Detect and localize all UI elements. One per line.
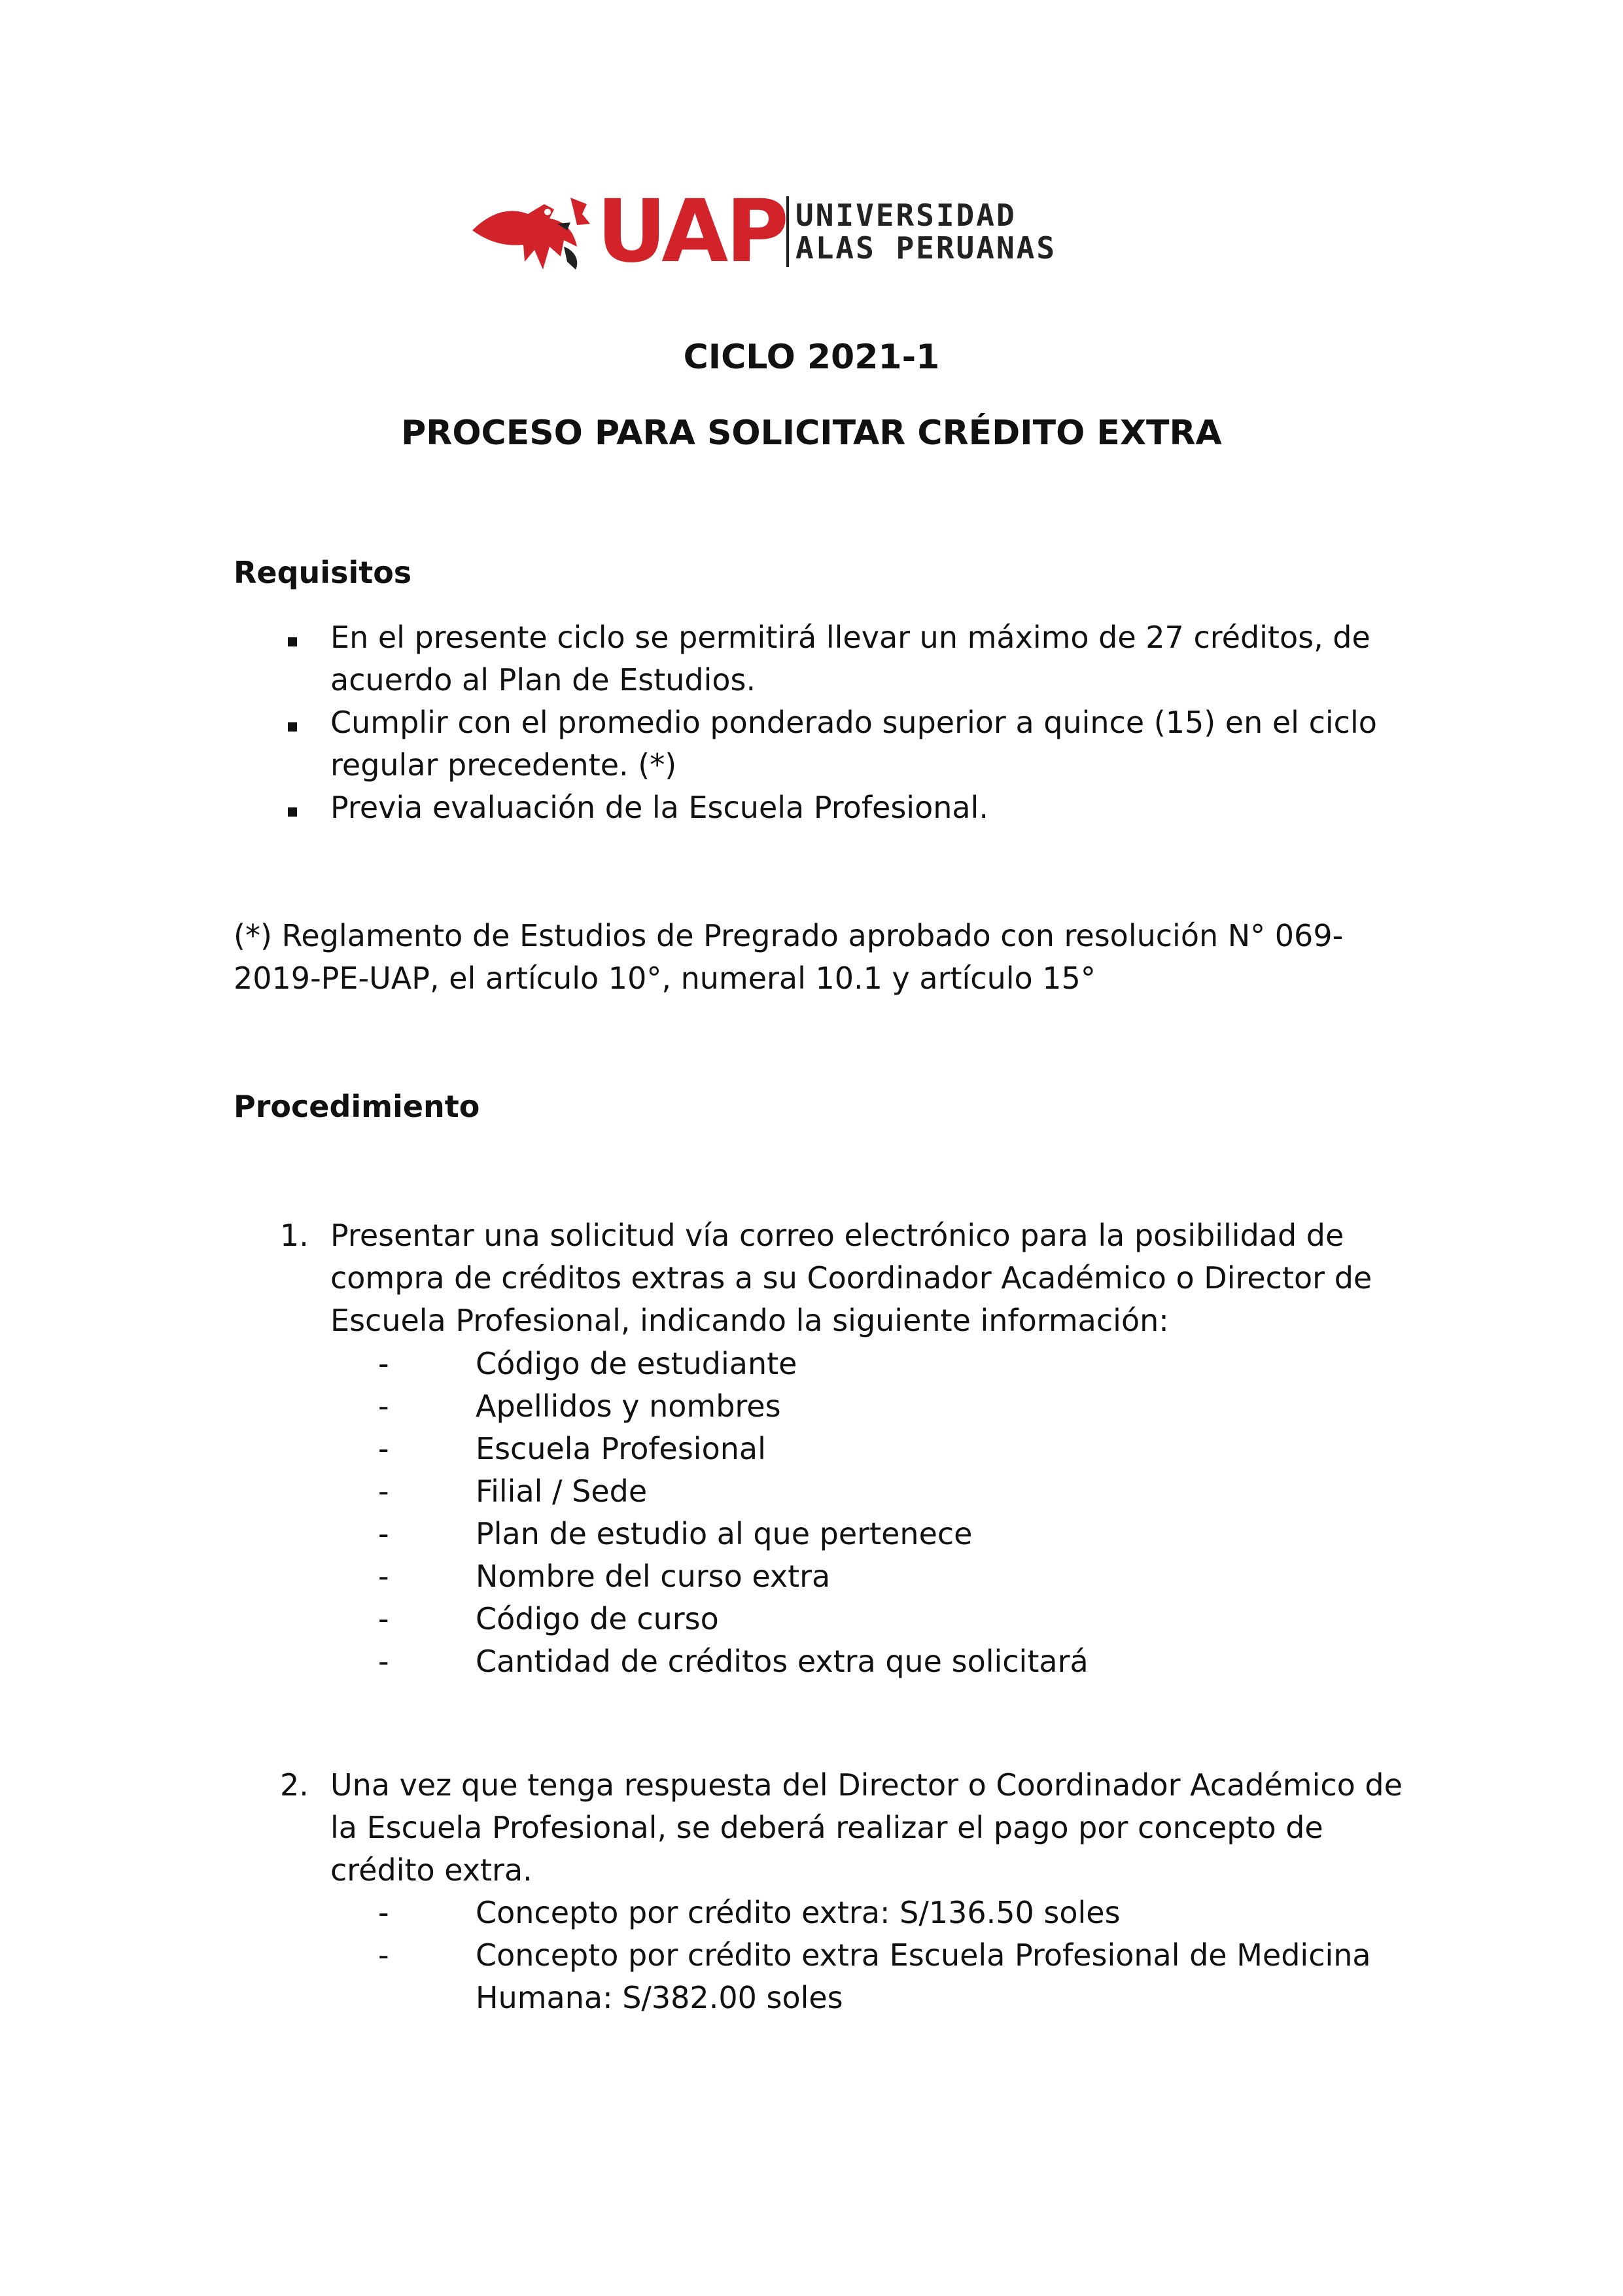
info-field-item: Código de curso — [476, 1601, 719, 1636]
bullet-icon — [288, 722, 297, 732]
dash-marker: - — [378, 1644, 389, 1679]
document-title-process: PROCESO PARA SOLICITAR CRÉDITO EXTRA — [401, 414, 1222, 453]
logo-acronym: UAP — [597, 181, 787, 282]
dash-marker: - — [378, 1601, 389, 1636]
condor-emblem-icon — [466, 185, 597, 276]
dash-marker: - — [378, 1937, 389, 1973]
document-title-cycle: CICLO 2021-1 — [683, 338, 940, 377]
dash-marker: - — [378, 1474, 389, 1509]
payment-item: Concepto por crédito extra Escuela Profesional de Medicina Humana: S/382.00 soles — [476, 1937, 1371, 2015]
dash-marker: - — [378, 1388, 389, 1424]
university-logo — [466, 181, 1094, 282]
requirement-item: Previa evaluación de la Escuela Profesional. — [330, 790, 988, 825]
logo-divider — [786, 196, 789, 267]
info-field-item: Apellidos y nombres — [476, 1388, 781, 1424]
info-field-item: Cantidad de créditos extra que solicitará — [476, 1644, 1089, 1679]
step-text: Presentar una solicitud vía correo electrónico para la posibilidad de compra de créditos extras a su Coordinador Académico o Director de Escuela Profesional, indicando la siguiente información: — [330, 1218, 1372, 1338]
dash-marker: - — [378, 1431, 389, 1466]
section-heading-procedimiento: Procedimiento — [234, 1089, 480, 1124]
dash-marker: - — [378, 1559, 389, 1594]
requirement-item: Cumplir con el promedio ponderado superior a quince (15) en el ciclo regular precedente. (*) — [330, 705, 1377, 783]
step-text: Una vez que tenga respuesta del Director o Coordinador Académico de la Escuela Profesional, se deberá realizar el pago por concepto de crédito extra. — [330, 1767, 1403, 1888]
step-number: 1. — [280, 1218, 309, 1253]
info-field-item: Código de estudiante — [476, 1346, 797, 1381]
logo-wordmark — [795, 199, 1056, 264]
info-field-item: Nombre del curso extra — [476, 1559, 831, 1594]
dash-marker: - — [378, 1516, 389, 1551]
bullet-icon — [288, 807, 297, 817]
requirement-item: En el presente ciclo se permitirá llevar un máximo de 27 créditos, de acuerdo al Plan de Estudios. — [330, 620, 1370, 698]
regulation-footnote: (*) Reglamento de Estudios de Pregrado aprobado con resolución N° 069-2019-PE-UAP, el artículo 10°, numeral 10.1 y artículo 15° — [234, 918, 1344, 996]
info-field-item: Filial / Sede — [476, 1474, 648, 1509]
section-heading-requisitos: Requisitos — [234, 555, 412, 590]
info-field-item: Escuela Profesional — [476, 1431, 766, 1466]
logo-line-1: UNIVERSIDAD — [795, 198, 1017, 233]
info-field-item: Plan de estudio al que pertenece — [476, 1516, 973, 1551]
dash-marker: - — [378, 1895, 389, 1930]
payment-item: Concepto por crédito extra: S/136.50 soles — [476, 1895, 1121, 1930]
logo-line-2: ALAS PERUANAS — [795, 230, 1057, 266]
dash-marker: - — [378, 1346, 389, 1381]
bullet-icon — [288, 637, 297, 646]
step-number: 2. — [280, 1767, 309, 1803]
